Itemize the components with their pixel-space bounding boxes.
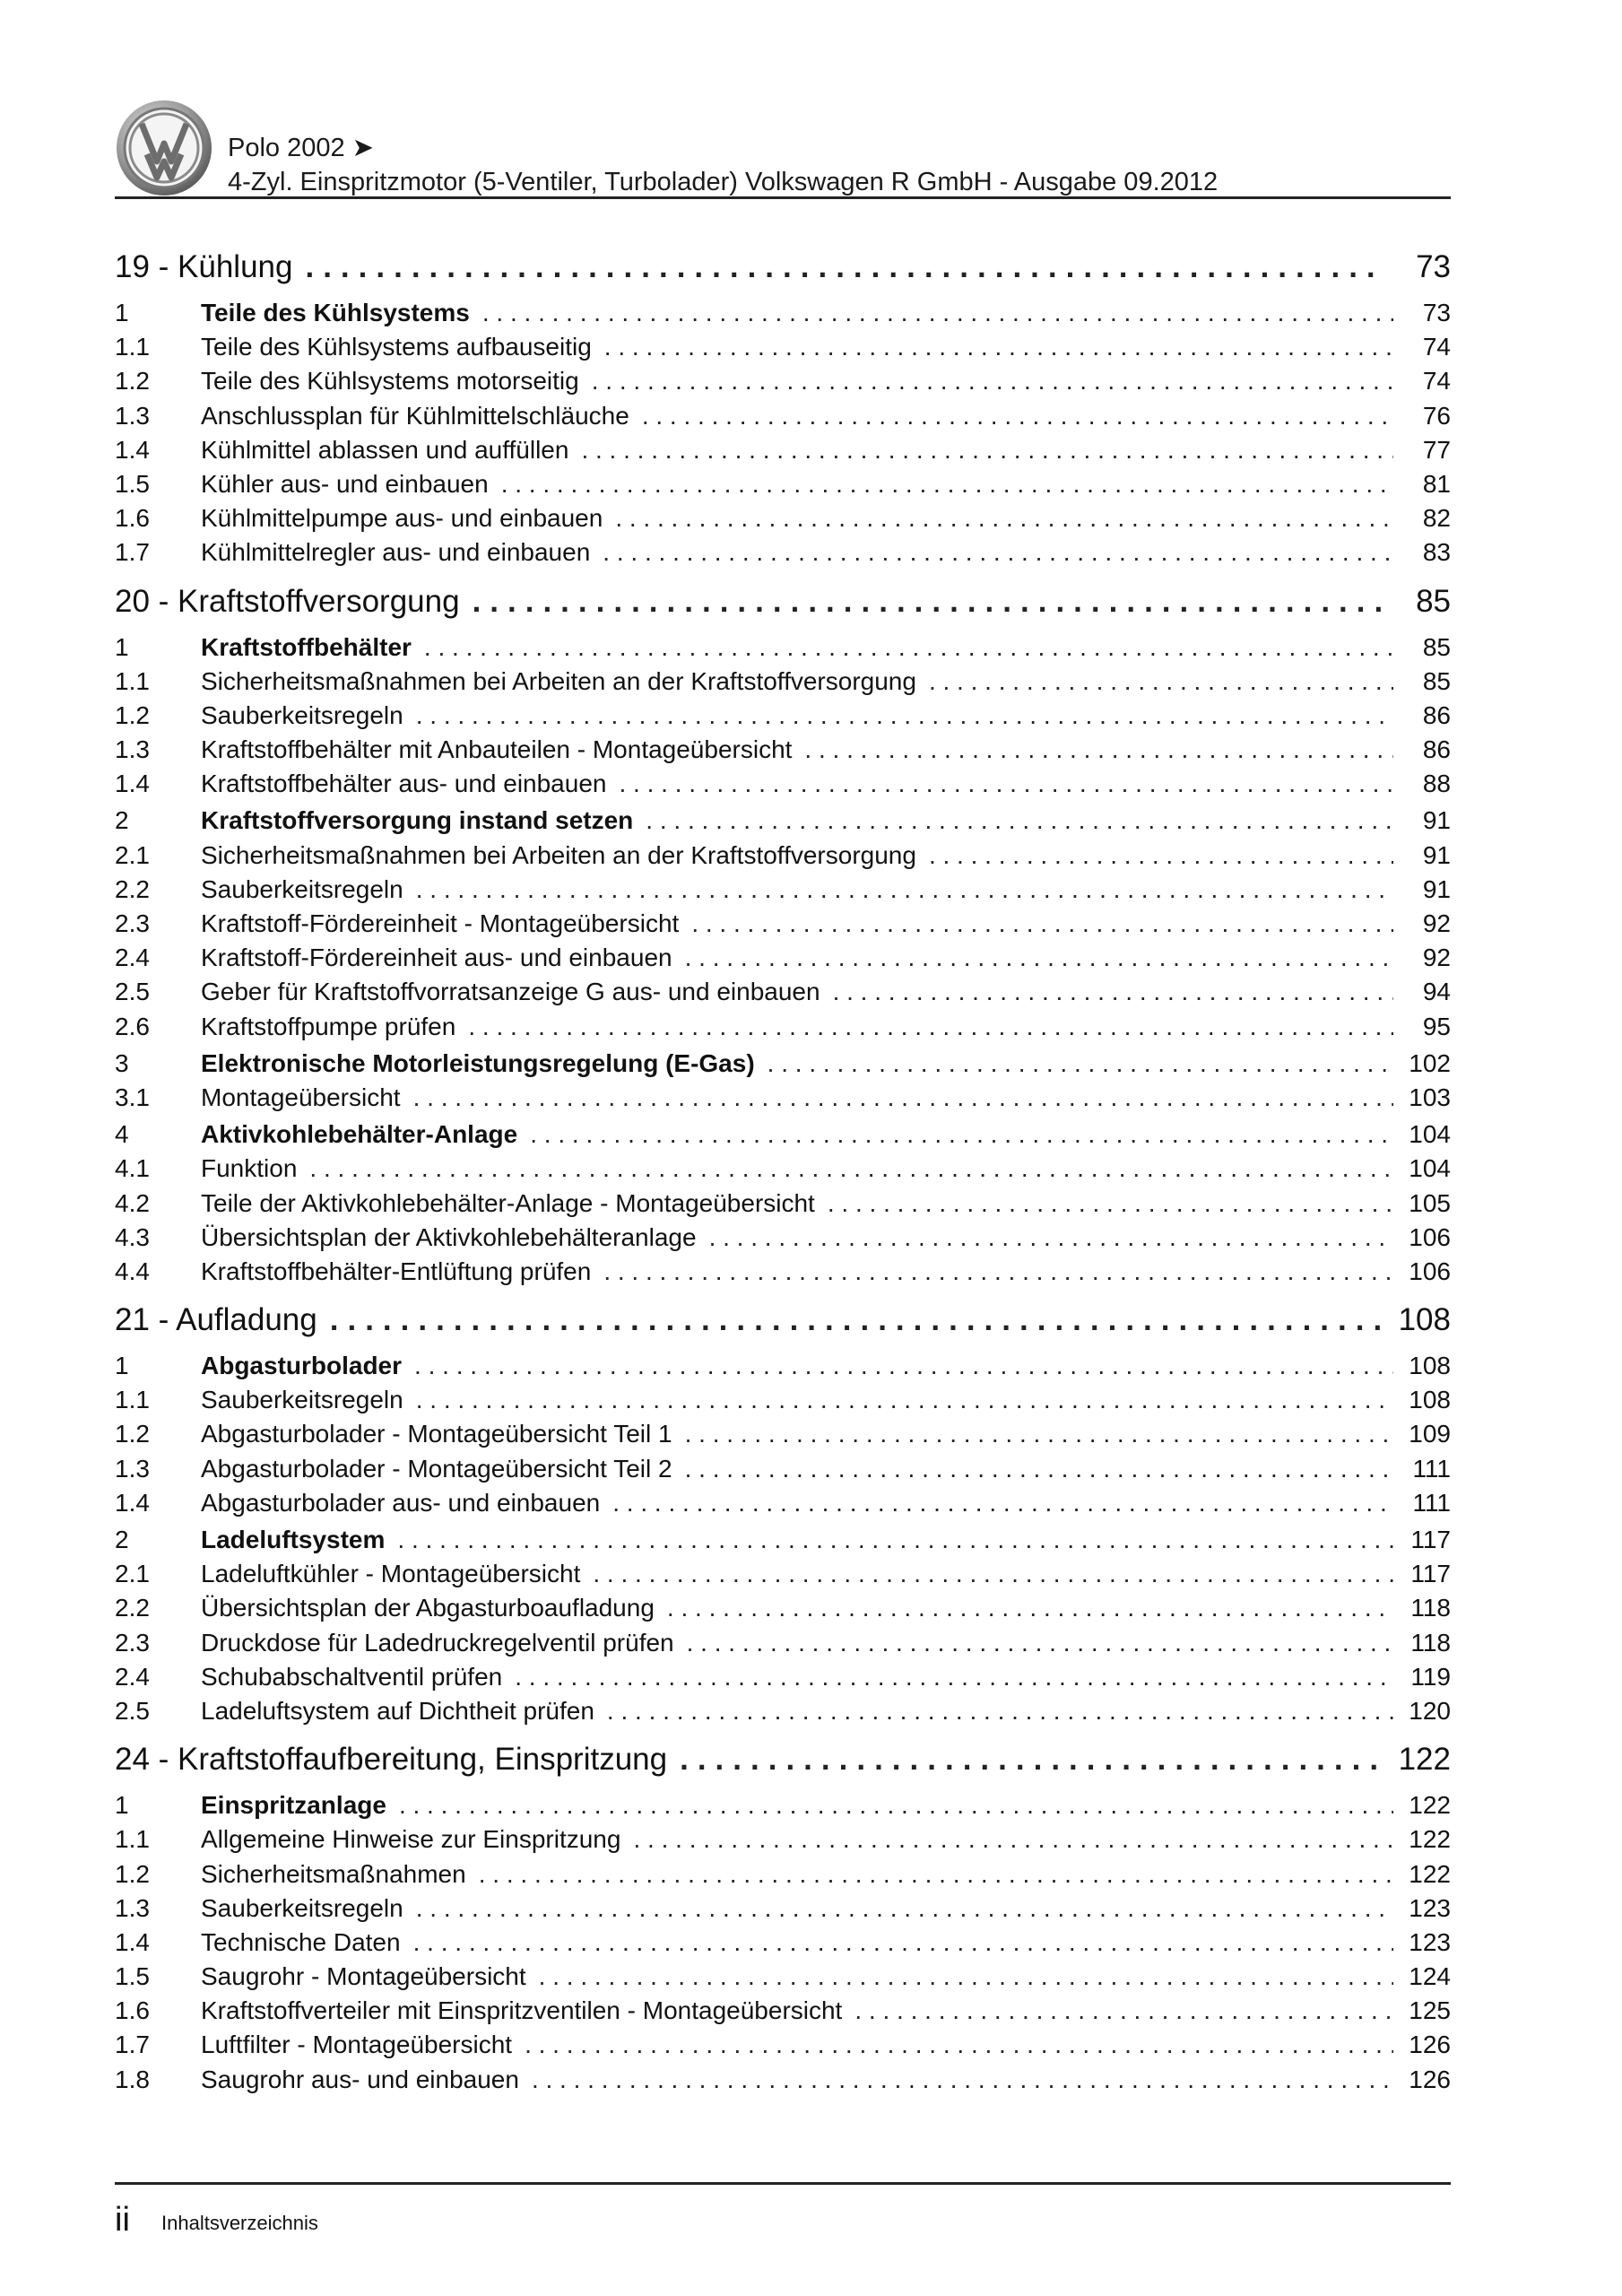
toc-entry-page: 73: [1422, 299, 1451, 326]
toc-entry-number: 2.4: [115, 944, 150, 972]
toc-entry[interactable]: [115, 1560, 1451, 1594]
toc-entry[interactable]: [115, 633, 1451, 667]
toc-entry-title: Saugrohr aus- und einbauen: [201, 2065, 519, 2093]
table-of-contents: [115, 242, 1451, 2100]
dot-leader: [603, 1257, 1393, 1286]
toc-entry[interactable]: [115, 1083, 1451, 1118]
toc-entry-title: Saugrohr - Montageübersicht: [201, 1962, 526, 1991]
dot-leader: [709, 1223, 1393, 1252]
toc-entry[interactable]: [115, 333, 1451, 367]
page-number: ii: [115, 2201, 130, 2239]
toc-entry-number: 2.1: [115, 840, 150, 869]
dot-leader: [309, 1154, 1393, 1183]
toc-entry-number: 1.1: [115, 666, 150, 695]
toc-entry-page: 85: [1416, 583, 1451, 619]
toc-entry-page: 95: [1422, 1012, 1451, 1040]
toc-entry-title: Aktivkohlebehälter-Anlage: [201, 1120, 518, 1149]
toc-entry-page: 122: [1409, 1859, 1451, 1888]
toc-entry-page: 74: [1422, 367, 1451, 396]
footer-label: Inhaltsverzeichnis: [161, 2212, 318, 2234]
toc-entry-title: Abgasturbolader: [201, 1352, 403, 1380]
toc-entry-page: 92: [1422, 944, 1451, 972]
toc-entry[interactable]: [115, 875, 1451, 909]
toc-entry[interactable]: [115, 367, 1451, 401]
toc-entry-page: 104: [1409, 1120, 1451, 1149]
toc-entry[interactable]: [115, 1352, 1451, 1386]
toc-entry-title: Montageübersicht: [201, 1083, 401, 1111]
dot-leader: [473, 584, 1384, 620]
toc-entry-number: 1.4: [115, 435, 150, 464]
toc-entry-title: 21 - Aufladung: [115, 1302, 317, 1338]
toc-entry[interactable]: [115, 538, 1451, 572]
toc-entry[interactable]: [115, 841, 1451, 875]
toc-entry-title: Sauberkeitsregeln: [201, 1893, 403, 1922]
dot-leader: [479, 1860, 1393, 1889]
dot-leader: [667, 1594, 1393, 1622]
toc-entry-number: 1: [115, 632, 129, 661]
toc-entry-number: 2.5: [115, 1696, 150, 1725]
footer-divider: [115, 2182, 1451, 2185]
dot-leader: [646, 806, 1393, 835]
toc-entry[interactable]: [115, 1120, 1451, 1154]
toc-entry[interactable]: [115, 1455, 1451, 1489]
toc-entry[interactable]: [115, 1257, 1451, 1292]
toc-entry-number: 1.4: [115, 1488, 150, 1517]
toc-entry-number: 1.3: [115, 1454, 150, 1483]
toc-entry-page: 103: [1409, 1083, 1451, 1111]
toc-entry[interactable]: [115, 1629, 1451, 1663]
toc-entry-number: 1.3: [115, 1893, 150, 1922]
toc-entry-title: Schubabschaltventil prüfen: [201, 1662, 503, 1691]
toc-chapter[interactable]: [115, 1302, 1451, 1349]
toc-entry[interactable]: [115, 1013, 1451, 1047]
toc-entry-title: Teile des Kühlsystems aufbauseitig: [201, 333, 592, 361]
toc-entry-page: 104: [1409, 1154, 1451, 1183]
toc-entry-page: 81: [1422, 469, 1451, 498]
toc-entry-number: 2.6: [115, 1012, 150, 1040]
toc-chapter[interactable]: [115, 584, 1451, 631]
toc-entry[interactable]: [115, 1420, 1451, 1454]
vw-logo: [115, 99, 213, 197]
toc-entry-number: 2.3: [115, 1628, 150, 1657]
toc-entry-number: 3: [115, 1048, 129, 1077]
dot-leader: [413, 1928, 1393, 1957]
dot-leader: [603, 538, 1393, 567]
toc-entry-page: 111: [1412, 1454, 1451, 1483]
toc-entry-number: 1.1: [115, 1386, 150, 1414]
toc-entry-title: Übersichtsplan der Aktivkohlebehälteranlage: [201, 1222, 697, 1251]
toc-entry[interactable]: [115, 1860, 1451, 1894]
toc-entry[interactable]: [115, 1189, 1451, 1223]
dot-leader: [581, 436, 1393, 465]
toc-entry-number: 2.2: [115, 874, 150, 903]
toc-entry-page: 77: [1422, 435, 1451, 464]
toc-entry-page: 118: [1410, 1628, 1451, 1657]
toc-entry[interactable]: [115, 1386, 1451, 1420]
toc-entry-page: 118: [1410, 1594, 1451, 1622]
toc-entry-page: 86: [1422, 735, 1451, 764]
toc-entry-title: Übersichtsplan der Abgasturboaufladung: [201, 1594, 655, 1622]
toc-entry-number: 4.4: [115, 1257, 150, 1285]
toc-entry[interactable]: [115, 735, 1451, 770]
toc-entry-page: 105: [1409, 1188, 1451, 1217]
dot-leader: [768, 1049, 1393, 1078]
toc-entry-page: 85: [1422, 666, 1451, 695]
toc-entry-number: 1.4: [115, 1927, 150, 1956]
toc-entry[interactable]: [115, 978, 1451, 1012]
toc-entry-number: 1.3: [115, 735, 150, 764]
toc-entry-page: 86: [1422, 700, 1451, 729]
toc-entry-page: 88: [1422, 770, 1451, 798]
toc-entry-title: Sicherheitsmaßnahmen: [201, 1859, 466, 1888]
toc-entry[interactable]: [115, 1663, 1451, 1697]
toc-entry[interactable]: [115, 944, 1451, 978]
toc-entry-page: 76: [1422, 401, 1451, 430]
toc-entry[interactable]: [115, 1154, 1451, 1188]
toc-entry-number: 1.7: [115, 2031, 150, 2059]
toc-entry-number: 1.2: [115, 700, 150, 729]
toc-entry[interactable]: [115, 299, 1451, 333]
toc-entry-page: 123: [1409, 1927, 1451, 1956]
toc-entry[interactable]: [115, 1049, 1451, 1083]
toc-entry[interactable]: [115, 2031, 1451, 2065]
toc-entry-page: 82: [1422, 504, 1451, 533]
toc-entry-number: 4.3: [115, 1222, 150, 1251]
toc-entry-title: Anschlussplan für Kühlmittelschläuche: [201, 401, 629, 430]
toc-entry-page: 125: [1409, 1996, 1451, 2025]
toc-entry-title: Teile der Aktivkohlebehälter-Anlage - Montageübersicht: [201, 1188, 815, 1217]
toc-entry-title: 24 - Kraftstoffaufbereitung, Einspritzung: [115, 1742, 668, 1778]
toc-entry-number: 1: [115, 1791, 129, 1820]
toc-entry-title: Kraftstoffpumpe prüfen: [201, 1012, 456, 1040]
toc-entry-title: Sicherheitsmaßnahmen bei Arbeiten an der Kraftstoffversorgung: [201, 840, 916, 869]
toc-entry-title: Kraftstoff-Fördereinheit aus- und einbauen: [201, 944, 672, 972]
dot-leader: [604, 333, 1393, 361]
toc-entry-page: 92: [1422, 909, 1451, 937]
toc-entry-title: Kraftstoffverteiler mit Einspritzventilen - Montageübersicht: [201, 1996, 843, 2025]
dot-leader: [330, 1302, 1384, 1338]
toc-entry-number: 1.2: [115, 367, 150, 396]
toc-entry-page: 85: [1422, 632, 1451, 661]
toc-entry-number: 2: [115, 1526, 129, 1553]
toc-entry-page: 117: [1410, 1526, 1451, 1553]
engine-subtitle: 4-Zyl. Einspritzmotor (5-Ventiler, Turbolader) Volkswagen R GmbH - Ausgabe 09.2012: [228, 168, 1219, 196]
dot-leader: [416, 875, 1393, 904]
toc-entry-title: 19 - Kühlung: [115, 249, 293, 284]
toc-entry-number: 1: [115, 299, 129, 326]
dot-leader: [593, 1560, 1393, 1588]
toc-entry-page: 120: [1409, 1696, 1451, 1725]
dot-leader: [612, 1489, 1393, 1518]
dot-leader: [414, 1352, 1393, 1380]
toc-entry-title: Allgemeine Hinweise zur Einspritzung: [201, 1825, 621, 1854]
toc-entry-title: Druckdose für Ladedruckregelventil prüfen: [201, 1628, 674, 1657]
toc-entry-title: Abgasturbolader - Montageübersicht Teil 2: [201, 1454, 672, 1483]
toc-entry-number: 1.5: [115, 1962, 150, 1991]
toc-entry-title: Einspritzanlage: [201, 1791, 386, 1820]
toc-entry-page: 74: [1422, 333, 1451, 361]
toc-entry-page: 83: [1422, 538, 1451, 567]
toc-chapter[interactable]: [115, 249, 1451, 296]
toc-entry-title: Kühlmittel ablassen und auffüllen: [201, 435, 569, 464]
toc-entry-title: 20 - Kraftstoffversorgung: [115, 583, 460, 619]
toc-entry-title: Kraftstoffbehälter: [201, 632, 412, 661]
dot-leader: [416, 1894, 1393, 1923]
toc-entry-title: Kühlmittelregler aus- und einbauen: [201, 538, 591, 567]
toc-entry[interactable]: [115, 770, 1451, 804]
dot-leader: [482, 299, 1393, 327]
toc-entry-page: 126: [1409, 2031, 1451, 2059]
toc-entry[interactable]: [115, 402, 1451, 436]
toc-entry-page: 106: [1409, 1257, 1451, 1285]
toc-entry-title: Abgasturbolader aus- und einbauen: [201, 1488, 601, 1517]
dot-leader: [399, 1791, 1393, 1820]
toc-entry-page: 111: [1412, 1488, 1451, 1517]
toc-entry-title: Kraftstoffbehälter-Entlüftung prüfen: [201, 1257, 592, 1285]
toc-entry[interactable]: [115, 1697, 1451, 1731]
toc-entry-page: 126: [1409, 2065, 1451, 2093]
toc-entry-number: 2.4: [115, 1662, 150, 1691]
toc-entry-title: Funktion: [201, 1154, 298, 1183]
toc-entry[interactable]: [115, 436, 1451, 470]
toc-entry[interactable]: [115, 1962, 1451, 1996]
dot-leader: [607, 1697, 1393, 1726]
toc-entry-title: Kraftstoff-Fördereinheit - Montageübersicht: [201, 909, 680, 937]
dot-leader: [501, 470, 1393, 499]
toc-entry-page: 117: [1410, 1560, 1451, 1588]
toc-entry[interactable]: [115, 1825, 1451, 1859]
dot-leader: [685, 1420, 1393, 1448]
dot-leader: [413, 1083, 1393, 1112]
toc-entry-page: 123: [1409, 1893, 1451, 1922]
toc-entry-page: 106: [1409, 1222, 1451, 1251]
dot-leader: [685, 944, 1393, 972]
toc-entry-number: 1.5: [115, 469, 150, 498]
toc-entry-page: 102: [1409, 1048, 1451, 1077]
dot-leader: [592, 367, 1393, 396]
toc-entry-number: 2.2: [115, 1594, 150, 1622]
toc-entry[interactable]: [115, 1526, 1451, 1560]
toc-entry-number: 1.2: [115, 1859, 150, 1888]
dot-leader: [691, 909, 1393, 938]
toc-entry-title: Kraftstoffbehälter mit Anbauteilen - Montageübersicht: [201, 735, 793, 764]
toc-entry[interactable]: [115, 1791, 1451, 1825]
toc-entry[interactable]: [115, 1928, 1451, 1962]
toc-entry-number: 1.4: [115, 770, 150, 798]
toc-entry-page: 109: [1409, 1420, 1451, 1448]
dot-leader: [416, 1386, 1393, 1414]
dot-leader: [515, 1663, 1393, 1692]
dot-leader: [833, 978, 1393, 1006]
toc-entry-title: Kraftstoffbehälter aus- und einbauen: [201, 770, 607, 798]
toc-entry-page: 91: [1422, 806, 1451, 835]
toc-chapter[interactable]: [115, 1742, 1451, 1788]
dot-leader: [804, 735, 1393, 764]
toc-entry-number: 2.3: [115, 909, 150, 937]
toc-entry-page: 91: [1422, 874, 1451, 903]
toc-entry[interactable]: [115, 806, 1451, 840]
model-title: Polo 2002 ➤: [228, 134, 374, 162]
toc-entry-number: 1.7: [115, 538, 150, 567]
toc-entry-page: 108: [1409, 1386, 1451, 1414]
toc-entry-page: 124: [1409, 1962, 1451, 1991]
toc-entry-title: Geber für Kraftstoffvorratsanzeige G aus- und einbauen: [201, 978, 820, 1006]
dot-leader: [929, 667, 1393, 696]
toc-entry-title: Sauberkeitsregeln: [201, 874, 403, 903]
toc-entry-page: 122: [1398, 1742, 1451, 1778]
toc-entry-number: 1.1: [115, 1825, 150, 1854]
toc-entry-title: Ladeluftsystem: [201, 1526, 386, 1553]
toc-entry[interactable]: [115, 909, 1451, 944]
toc-entry-page: 108: [1409, 1352, 1451, 1380]
dot-leader: [828, 1189, 1393, 1218]
toc-entry-number: 4.1: [115, 1154, 150, 1183]
toc-entry-page: 108: [1398, 1302, 1451, 1338]
toc-entry[interactable]: [115, 2066, 1451, 2100]
toc-entry-title: Teile des Kühlsystems: [201, 299, 470, 326]
toc-entry-page: 94: [1422, 978, 1451, 1006]
header-divider: [115, 196, 1451, 199]
dot-leader: [642, 402, 1393, 430]
dot-leader: [305, 249, 1384, 285]
toc-entry-number: 1.8: [115, 2065, 150, 2093]
toc-entry-title: Kraftstoffversorgung instand setzen: [201, 806, 634, 835]
toc-entry-number: 1.6: [115, 504, 150, 533]
document-header: [228, 131, 1218, 199]
toc-entry-page: 122: [1409, 1825, 1451, 1854]
toc-entry-title: Ladeluftkühler - Montageübersicht: [201, 1560, 581, 1588]
toc-entry-title: Sicherheitsmaßnahmen bei Arbeiten an der Kraftstoffversorgung: [201, 666, 916, 695]
dot-leader: [854, 1996, 1393, 2025]
toc-entry[interactable]: [115, 504, 1451, 538]
dot-leader: [532, 2066, 1393, 2094]
toc-entry-number: 2.5: [115, 978, 150, 1006]
dot-leader: [619, 770, 1393, 798]
dot-leader: [929, 841, 1393, 870]
dot-leader: [680, 1742, 1384, 1778]
toc-entry[interactable]: [115, 1996, 1451, 2031]
toc-entry[interactable]: [115, 1894, 1451, 1928]
toc-entry-page: 91: [1422, 840, 1451, 869]
toc-entry[interactable]: [115, 1594, 1451, 1628]
toc-entry-number: 1: [115, 1352, 129, 1380]
toc-entry[interactable]: [115, 1223, 1451, 1257]
dot-leader: [539, 1962, 1393, 1991]
toc-entry-page: 119: [1410, 1662, 1451, 1691]
dot-leader: [530, 1120, 1393, 1149]
toc-entry-number: 2.1: [115, 1560, 150, 1588]
dot-leader: [416, 701, 1393, 730]
toc-entry-title: Luftfilter - Montageübersicht: [201, 2031, 513, 2059]
toc-entry-title: Technische Daten: [201, 1927, 401, 1956]
toc-entry-number: 2: [115, 806, 129, 835]
dot-leader: [397, 1526, 1393, 1554]
toc-entry-title: Sauberkeitsregeln: [201, 700, 403, 729]
dot-leader: [615, 504, 1393, 533]
dot-leader: [525, 2031, 1393, 2059]
toc-entry-page: 73: [1416, 249, 1451, 284]
dot-leader: [687, 1629, 1393, 1657]
dot-leader: [424, 633, 1393, 662]
toc-entry-number: 1.2: [115, 1420, 150, 1448]
toc-entry-title: Kühlmittelpumpe aus- und einbauen: [201, 504, 603, 533]
toc-entry-page: 122: [1409, 1791, 1451, 1820]
toc-entry-title: Sauberkeitsregeln: [201, 1386, 403, 1414]
dot-leader: [685, 1455, 1393, 1483]
toc-entry-title: Abgasturbolader - Montageübersicht Teil 1: [201, 1420, 672, 1448]
toc-entry-number: 4: [115, 1120, 129, 1149]
toc-entry-number: 4.2: [115, 1188, 150, 1217]
toc-entry[interactable]: [115, 701, 1451, 735]
dot-leader: [633, 1825, 1393, 1854]
toc-entry[interactable]: [115, 1489, 1451, 1523]
toc-entry-number: 1.1: [115, 333, 150, 361]
dot-leader: [468, 1013, 1393, 1041]
toc-entry-title: Elektronische Motorleistungsregelung (E-Gas): [201, 1048, 755, 1077]
toc-entry-number: 3.1: [115, 1083, 150, 1111]
toc-entry[interactable]: [115, 667, 1451, 701]
toc-entry-number: 1.3: [115, 401, 150, 430]
toc-entry-title: Ladeluftsystem auf Dichtheit prüfen: [201, 1696, 594, 1725]
toc-entry[interactable]: [115, 470, 1451, 504]
toc-entry-number: 1.6: [115, 1996, 150, 2025]
toc-entry-title: Kühler aus- und einbauen: [201, 469, 489, 498]
toc-entry-title: Teile des Kühlsystems motorseitig: [201, 367, 579, 396]
